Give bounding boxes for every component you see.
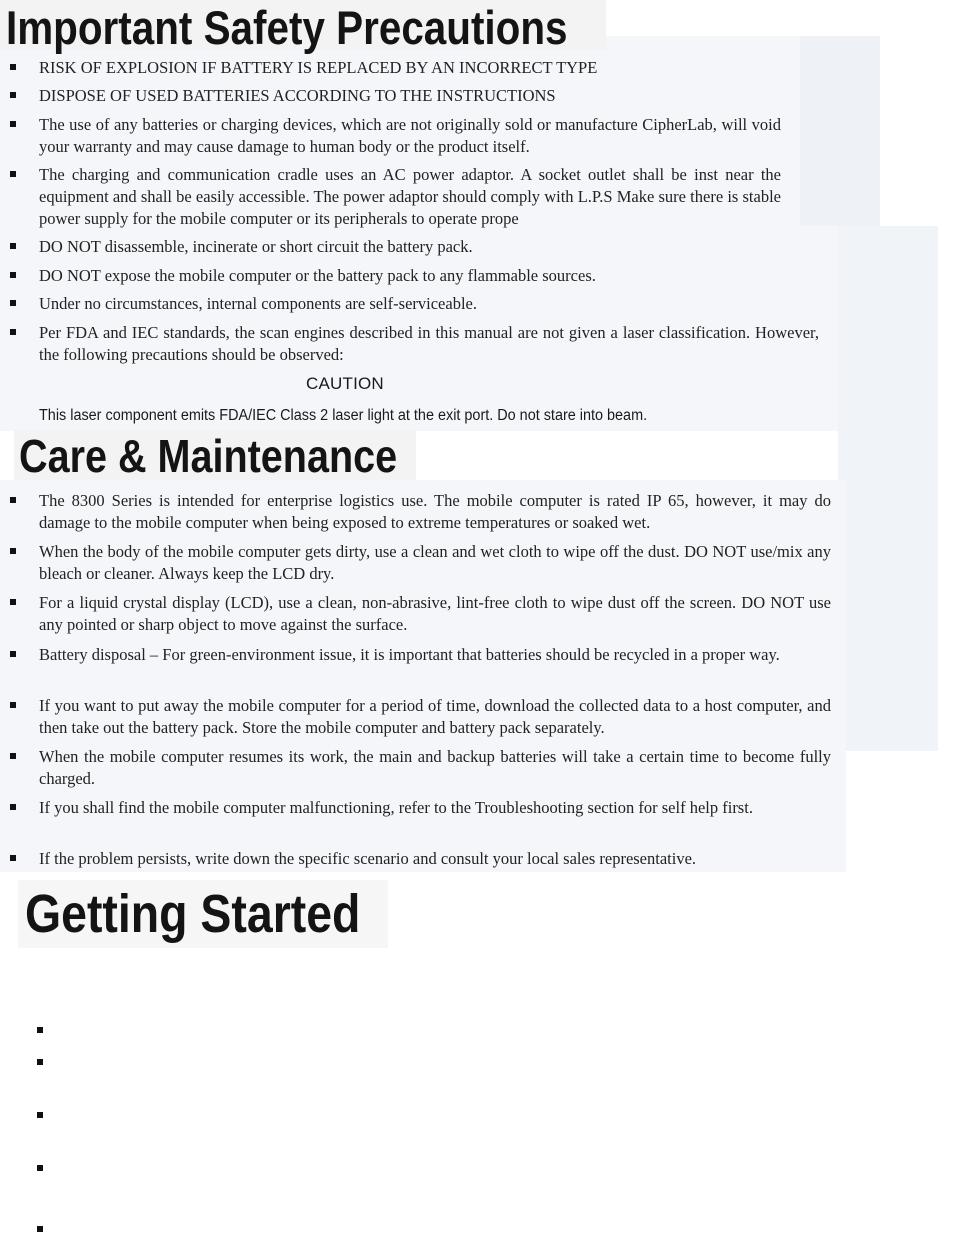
care-heading: Care & Maintenance: [19, 430, 398, 482]
list-item-text: If you shall find the mobile computer malfunctioning, refer to the Troubleshooting section for self help first.: [39, 798, 753, 817]
list-item-text: The 8300 Series is intended for enterprise logistics use. The mobile computer is rated IP 65, however, it may do damage to the mobile computer when being exposed to extreme temperatures or soaked wet.: [39, 491, 831, 532]
bullet-icon: [10, 497, 16, 503]
bullet-icon: [10, 753, 16, 759]
getting-started-heading: Getting Started: [25, 884, 361, 944]
bullet-icon: [37, 1112, 43, 1118]
bullet-icon: [10, 92, 16, 98]
bullet-icon: [10, 300, 16, 306]
bullet-icon: [10, 548, 16, 554]
bullet-icon: [10, 804, 16, 810]
caution-text: This laser component emits FDA/IEC Class 2 laser light at the exit port. Do not stare into beam.: [39, 407, 648, 424]
bullet-icon: [37, 1059, 43, 1065]
list-item-text: When the mobile computer resumes its work, the main and backup batteries will take a certain time to become fully charged.: [39, 747, 831, 788]
list-item-text: DO NOT expose the mobile computer or the battery pack to any flammable sources.: [39, 266, 596, 285]
bullet-icon: [10, 855, 16, 861]
bullet-icon: [10, 651, 16, 657]
bullet-icon: [10, 243, 16, 249]
list-item-text: Under no circumstances, internal components are self-serviceable.: [39, 294, 477, 313]
bullet-icon: [10, 329, 16, 335]
list-item-text: Battery disposal – For green-environment issue, it is important that batteries should be recycled in a proper way.: [39, 645, 780, 664]
list-item-text: Per FDA and IEC standards, the scan engines described in this manual are not given a laser classification. However, the following precautions should be observed:: [39, 323, 819, 364]
bullet-icon: [10, 64, 16, 70]
caution-title: CAUTION: [306, 374, 384, 393]
bullet-icon: [10, 599, 16, 605]
list-item-text: DISPOSE OF USED BATTERIES ACCORDING TO THE INSTRUCTIONS: [39, 86, 556, 105]
list-item-text: When the body of the mobile computer gets dirty, use a clean and wet cloth to wipe off the dust. DO NOT use/mix any bleach or cleaner. Always keep the LCD dry.: [39, 542, 831, 583]
bullet-icon: [10, 171, 16, 177]
bullet-icon: [10, 702, 16, 708]
safety-heading: Important Safety Precautions: [6, 1, 568, 54]
scan-background-right-strip: [838, 226, 938, 751]
list-item-text: If the problem persists, write down the specific scenario and consult your local sales representative.: [39, 849, 697, 868]
scan-background-right-edge: [800, 36, 880, 226]
list-item-text: If you want to put away the mobile computer for a period of time, download the collected data to a host computer, and then take out the battery pack. Store the mobile computer and battery pack separately.: [39, 696, 831, 737]
list-item-text: RISK OF EXPLOSION IF BATTERY IS REPLACED BY AN INCORRECT TYPE: [39, 58, 598, 77]
bullet-icon: [10, 121, 16, 127]
list-item-text: The use of any batteries or charging devices, which are not originally sold or manufacture CipherLab, will void your warranty and may cause damage to human body or the product itself.: [39, 115, 781, 156]
list-item-text: DO NOT disassemble, incinerate or short circuit the battery pack.: [39, 237, 473, 256]
bullet-icon: [37, 1226, 43, 1232]
list-item-text: The charging and communication cradle uses an AC power adaptor. A socket outlet shall be inst near the equipment and shall be easily accessible. The power adaptor should comply with L.P.S Make sure there is stable power supply for the mobile computer or its peripherals to operate prope: [39, 165, 781, 228]
bullet-icon: [37, 1165, 43, 1171]
bullet-icon: [10, 272, 16, 278]
bullet-icon: [37, 1027, 43, 1033]
list-item-text: For a liquid crystal display (LCD), use a clean, non-abrasive, lint-free cloth to wipe dust off the screen. DO NOT use any pointed or sharp object to move against the surface.: [39, 593, 831, 634]
